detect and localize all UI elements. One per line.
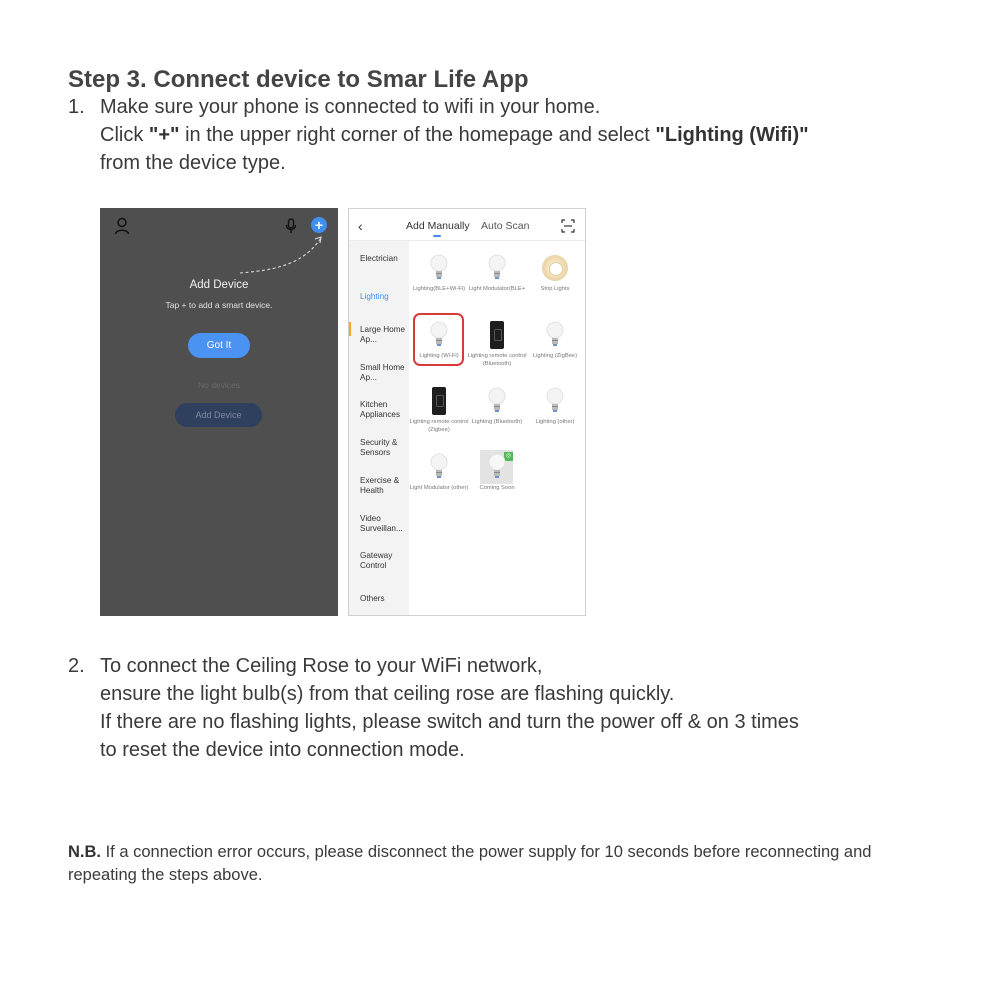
nb-note [68,841,928,887]
sidebar-item-electrician[interactable]: Electrician [360,254,398,263]
step-2 [68,652,799,764]
bulb-icon [429,452,449,482]
step-1-line-1: Make sure your phone is connected to wifi in your home. [100,96,601,118]
step-2-line-1: To connect the Ceiling Rose to your WiFi network, [100,655,543,677]
tab-add-manually[interactable]: Add Manually [406,220,470,232]
coming-soon-badge-icon: ◎ [505,453,512,459]
bulb-icon [545,320,565,350]
add-manually-screenshot: ‹ Add Manually Auto Scan Electrician Lighting Large Home Ap... Small Home Ap... Kitchen Appliances Security & Sensors Exercise & Health Video Surveillan... Gateway Control Others Lighting(BLE+Wi-Fi) Light Modulator(BLE+ Strip Lights Lighting (Wi-Fi) Lighting remote control (Bluetooth) Lighting (ZigBee) Lighting remote control (Zigbee) Lighting (Bluetooth) Lighting (other) ◎ Light Modulator (other) Coming Soon [348,208,586,616]
page-title: Step 3. Connect device to Smar Life App [68,66,529,93]
step-1-line-2: Click "+" in the upper right corner of the homepage and select "Lighting (Wifi)" [100,124,809,146]
category-sidebar [349,241,409,616]
step-2-line-3: If there are no flashing lights, please switch and turn the power off & on 3 times [100,711,799,733]
sidebar-item-others[interactable]: Others [360,594,385,603]
microphone-icon[interactable] [285,218,297,234]
add-device-subtitle: Tap + to add a smart device. [165,300,273,310]
nb-text: If a connection error occurs, please disconnect the power supply for 10 seconds before reconnecting and repeating the steps above. [68,843,872,884]
sidebar-item-large-home-appliances[interactable]: Large Home Ap... [360,325,406,344]
plus-emphasis: "+" [148,124,180,146]
bulb-icon [487,452,507,482]
sidebar-item-lighting[interactable]: Lighting [360,292,389,301]
sidebar-item-small-home-appliances[interactable]: Small Home Ap... [360,363,405,382]
home-screen-screenshot [100,208,338,616]
sidebar-item-security-sensors[interactable]: Security & Sensors [360,438,398,457]
active-category-bar [349,322,351,336]
nb-label: N.B. [68,843,101,861]
user-icon[interactable] [114,217,130,235]
bulb-icon [487,386,507,416]
sidebar-item-exercise-health[interactable]: Exercise & Health [360,476,400,495]
active-tab-indicator [433,235,441,237]
got-it-button[interactable]: Got It [188,333,250,358]
step-1-line-3: from the device type. [100,152,286,174]
step-1 [68,93,809,177]
no-devices-text: No devices [197,380,241,390]
tab-auto-scan[interactable]: Auto Scan [481,220,530,232]
bulb-icon [429,253,449,283]
bulb-icon [545,386,565,416]
bulb-icon [487,253,507,283]
sidebar-item-gateway-control[interactable]: Gateway Control [360,551,393,570]
sidebar-item-kitchen-appliances[interactable]: Kitchen Appliances [360,400,401,419]
sidebar-item-video-surveillance[interactable]: Video Surveillan... [360,514,403,533]
strip-light-icon [542,255,568,281]
step-2-line-2: ensure the light bulb(s) from that ceiling rose are flashing quickly. [100,683,675,705]
lighting-wifi-highlight [413,313,464,366]
dashed-arrow-icon [235,233,325,278]
add-device-title: Add Device [189,279,249,291]
step-1-number: 1. [68,96,85,118]
add-device-plus-icon[interactable]: + [311,217,327,233]
remote-control-icon [432,387,446,415]
lighting-wifi-emphasis: "Lighting (Wifi)" [655,124,809,146]
back-chevron-icon[interactable]: ‹ [358,218,363,234]
add-device-button[interactable]: Add Device [175,403,262,427]
step-2-line-4: to reset the device into connection mode. [100,739,465,761]
remote-control-icon [490,321,504,349]
step-2-number: 2. [68,655,85,677]
scan-icon[interactable] [561,219,575,233]
